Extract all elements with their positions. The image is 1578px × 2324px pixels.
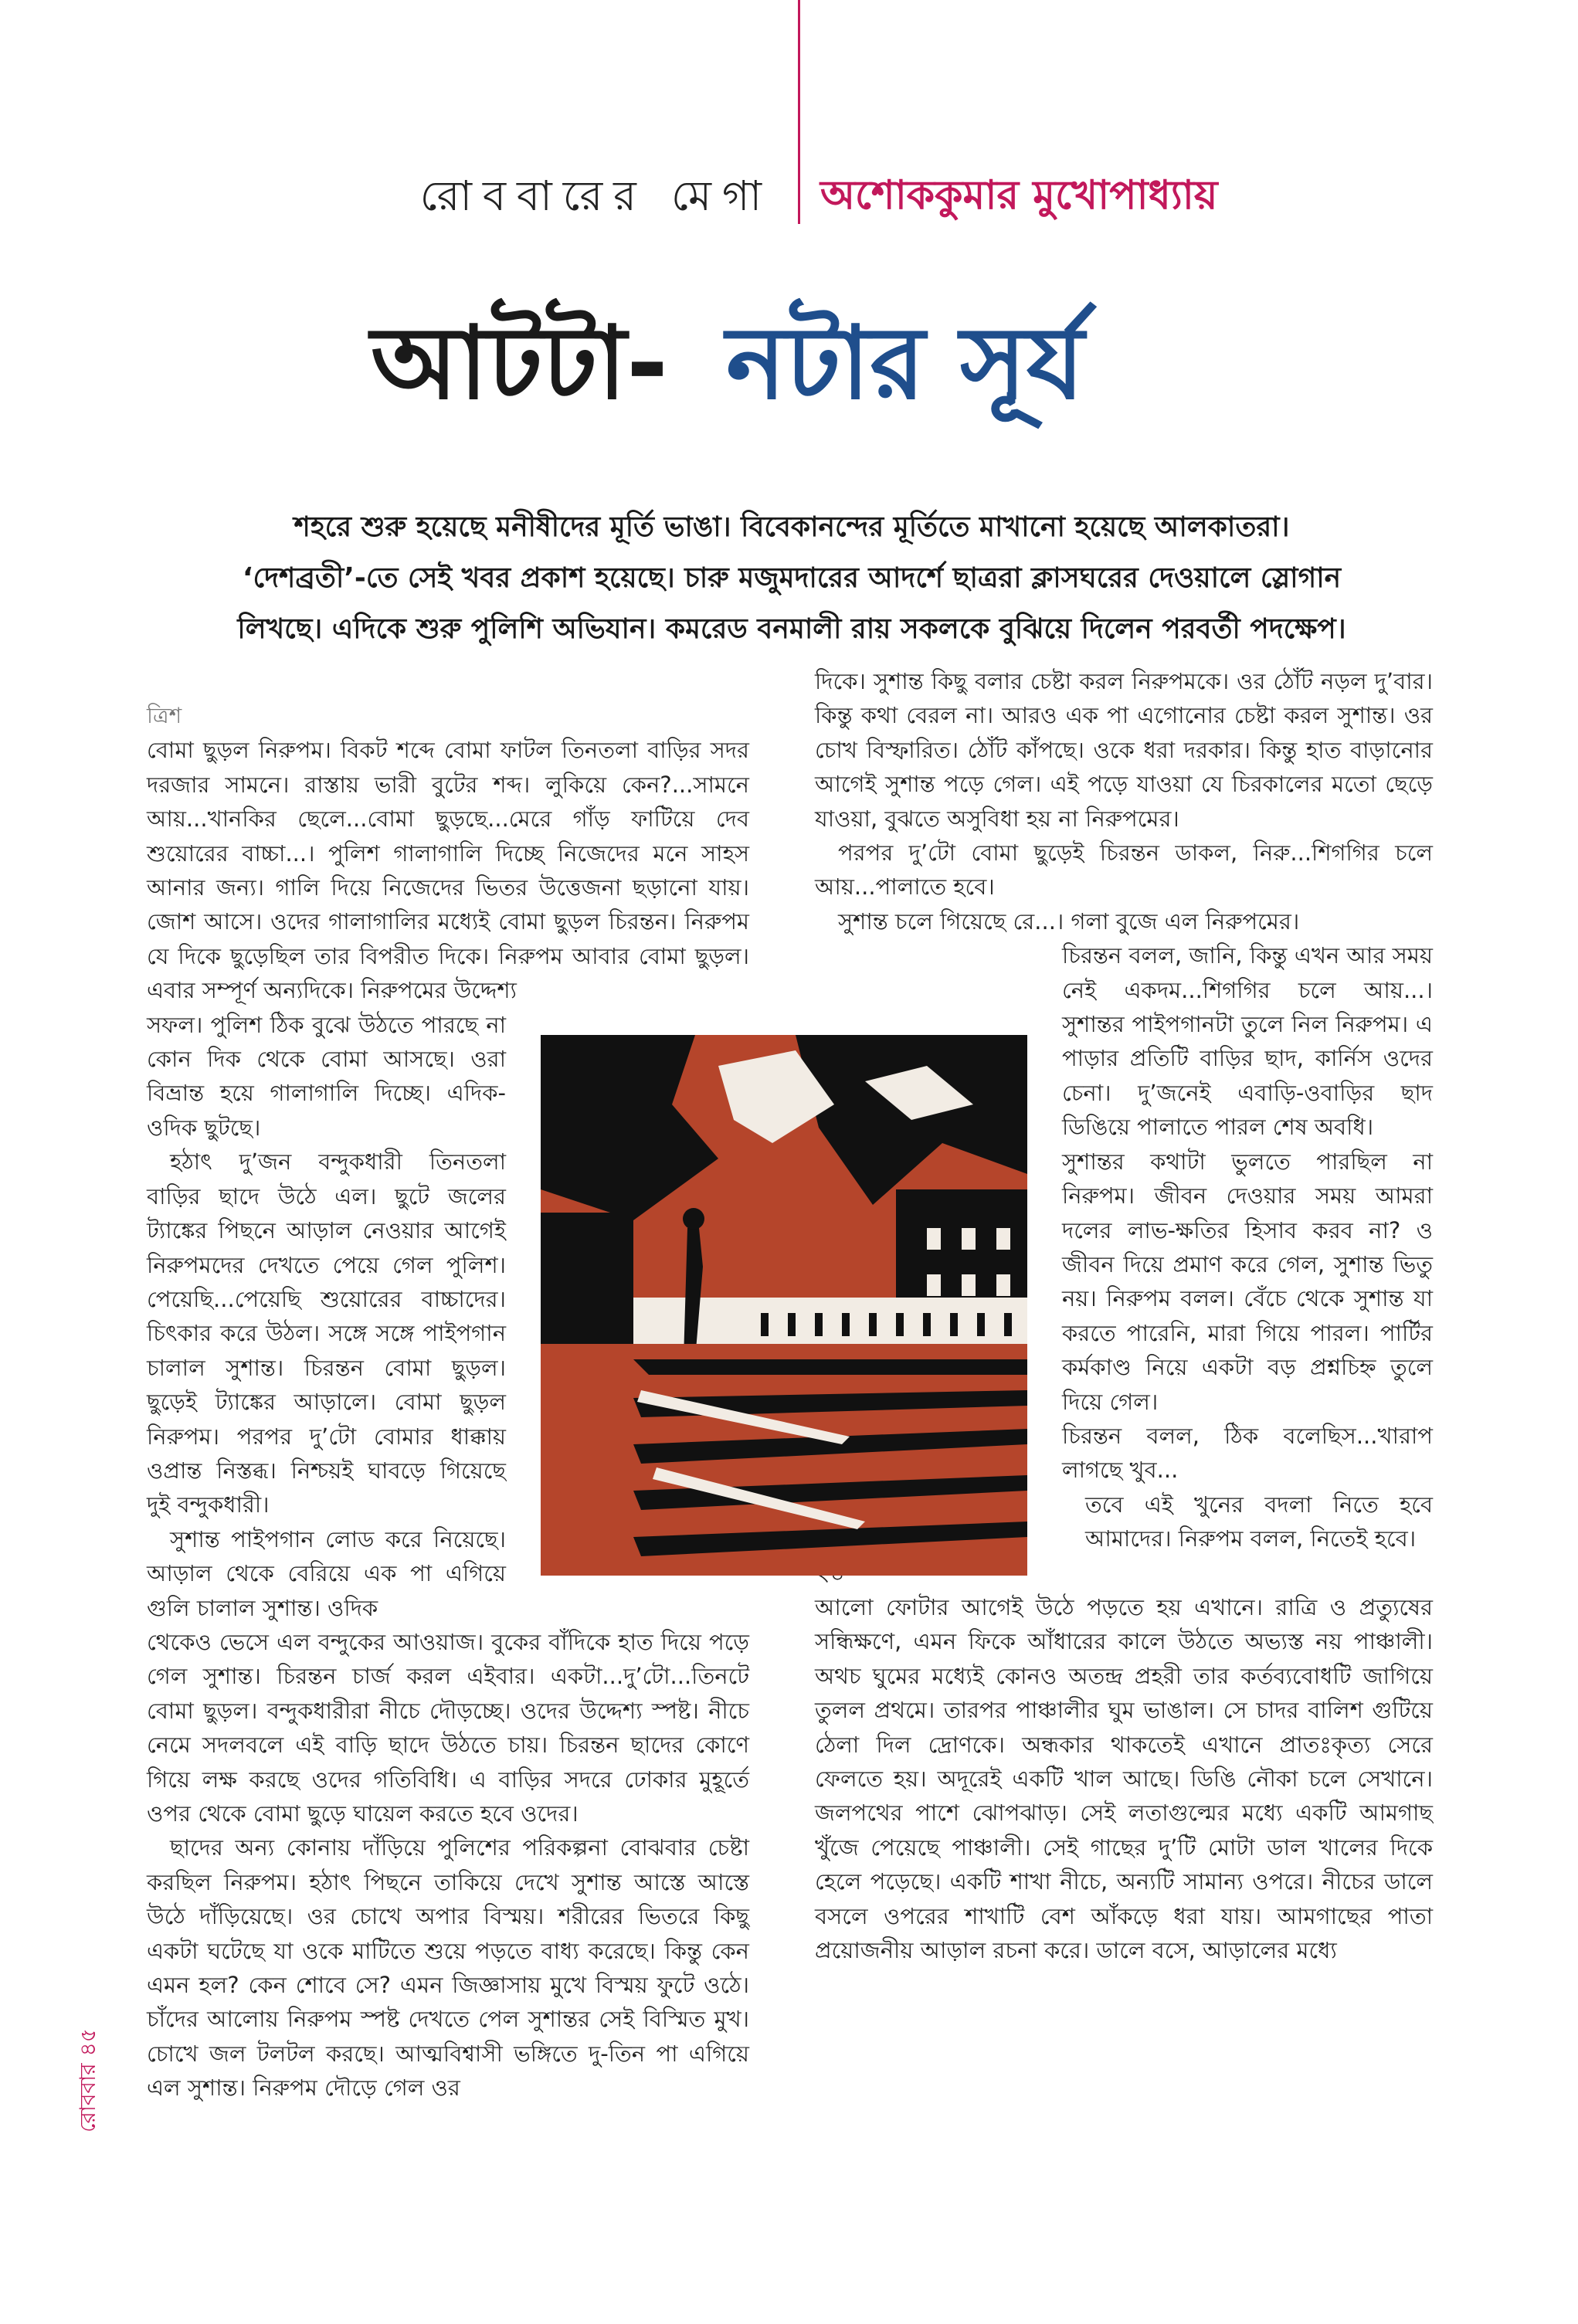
- title-part-1: আটটা-: [371, 304, 668, 422]
- paragraph: বোমা ছুড়ল নিরুপম। বিকট শব্দে বোমা ফাটল তিনতলা বাড়ির সদর দরজার সামনে। রাস্তায় ভারী বুটের শব্দ। লুকিয়ে কেন?...সামনে আয়...খানকির ছেলে...বোমা ছুড়ছে...মেরে গাঁড় ফাটিয়ে দেব শুয়োরের বাচ্চা...। পুলিশ গালাগালি দিচ্ছে নিজেদের মনে সাহস আনার জন্য। গালি দিয়ে নিজেদের ভিতর উত্তেজনা ছড়ানো যায়। জোশ আসে। ওদের গালাগালির মধ্যেই বোমা ছুড়ল চিরন্তন। নিরুপম যে দিকে ছুড়েছিল তার বিপরীত দিকে। নিরুপম আবার বোমা ছুড়ল। এবার সম্পূর্ণ অন্যদিকে। নিরুপমের উদ্দেশ্য: [147, 737, 749, 1004]
- title-part-2: নটার সূর্য: [726, 304, 1084, 422]
- paragraph: সুশান্ত পাইপগান লোড করে নিয়েছে। আড়াল থেকে বেরিয়ে এক পা এগিয়ে গুলি চালাল সুশান্ত। ওদিক: [147, 1525, 506, 1621]
- story-title: [363, 282, 1251, 436]
- intro-line: শহরে শুরু হয়েছে মনীষীদের মূর্তি ভাঙা। বিবেকানন্দের মূর্তিতে মাখানো হয়েছে আলকাতরা।: [294, 511, 1290, 543]
- header-divider: [798, 0, 800, 224]
- paragraph: পরপর দু’টো বোমা ছুড়েই চিরন্তন ডাকল, নিরু...শিগগির চলে আয়...পালাতে হবে।: [815, 840, 1433, 901]
- paragraph: তবে এই খুনের বদলা নিতে হবে আমাদের। নিরুপম বলল, নিতেই হবে।: [1085, 1491, 1433, 1552]
- paragraph: দিকে। সুশান্ত কিছু বলার চেষ্টা করল নিরুপমকে। ওর ঠোঁট নড়ল দু’বার। কিন্তু কথা বেরল না। আরও এক পা এগোনোর চেষ্টা করল সুশান্ত। ওর চোখ বিস্ফারিত। ঠোঁট কাঁপছে। ওকে ধরা দরকার। কিন্তু হাত বাড়ানোর আগেই সুশান্ত পড়ে গেল। এই পড়ে যাওয়া যে চিরকালের মতো ছেড়ে যাওয়া, বুঝতে অসুবিধা হয় না নিরুপমের।: [815, 668, 1433, 832]
- paragraph: সুশান্তর কথাটা ভুলতে পারছিল না নিরুপম। জীবন দেওয়ার সময় আমরা দলের লাভ-ক্ষতির হিসাব করব না? ও জীবন দিয়ে প্রমাণ করে গেল, সুশান্ত ভিতু নয়। নিরুপম বলল। বেঁচে থেকে সুশান্ত যা করতে পারেনি, মারা গিয়ে পারল। পার্টির কর্মকাণ্ড নিয়ে একটা বড় প্রশ্নচিহ্ন তুলে দিয়ে গেল।: [1062, 1148, 1433, 1415]
- footer-text: রোববার ৪৫: [74, 2028, 100, 2132]
- intro-line: লিখছে। এদিকে শুরু পুলিশি অভিযান। কমরেড বনমালী রায় সকলকে বুঝিয়ে দিলেন পরবর্তী পদক্ষেপ।: [237, 613, 1346, 645]
- page-footer: [74, 2016, 114, 2139]
- paragraph: চিরন্তন বলল, ঠিক বলেছিস...খারাপ লাগছে খুব...: [1062, 1422, 1433, 1484]
- series-name: রোববারের মেগা: [419, 171, 772, 220]
- paragraph: সুশান্ত চলে গিয়েছে রে...। গলা বুজে এল নিরুপমের।: [838, 908, 1300, 935]
- woodcut-illustration: [541, 1035, 1027, 1576]
- paragraph: ছাদের অন্য কোনায় দাঁড়িয়ে পুলিশের পরিকল্পনা বোঝবার চেষ্টা করছিল নিরুপম। হঠাৎ পিছনে তাকিয়ে দেখে সুশান্ত আস্তে আস্তে উঠে দাঁড়িয়েছে। ওর চোখে অপার বিস্ময়। শরীরের ভিতরে কিছু একটা ঘটেছে যা ওকে মাটিতে শুয়ে পড়তে বাধ্য করেছে। কিন্তু কেন এমন হল? কেন শোবে সে? এমন জিজ্ঞাসায় মুখে বিস্ময় ফুটে ওঠে। চাঁদের আলোয় নিরুপম স্পষ্ট দেখতে পেল সুশান্তর সেই বিস্মিত মুখ। চোখে জল টলটল করছে। আত্মবিশ্বাসী ভঙ্গিতে দু-তিন পা এগিয়ে এল সুশান্ত। নিরুপম দৌড়ে গেল ওর: [147, 1834, 749, 2102]
- chapter-label: ত্রিশ: [147, 703, 182, 728]
- paragraph: সফল। পুলিশ ঠিক বুঝে উঠতে পারছে না কোন দিক থেকে বোমা আসছে। ওরা বিভ্রান্ত হয়ে গালাগালি দিচ্ছে। এদিক-ওদিক ছুটছে।: [147, 1011, 506, 1141]
- illustration-svg: [541, 1035, 1027, 1576]
- paragraph: আলো ফোটার আগেই উঠে পড়তে হয় এখানে। রাত্রি ও প্রত্যুষের সন্ধিক্ষণে, এমন ফিকে আঁধারের কালে উঠতে অভ্যস্ত নয় পাঞ্চালী। অথচ ঘুমের মধ্যেই কোনও অতন্দ্র প্রহরী তার কর্তব্যবোধটি জাগিয়ে তুলল প্রথমে। তারপর পাঞ্চালীর ঘুম ভাঙাল। সে চাদর বালিশ গুটিয়ে ঠেলা দিল দ্রোণকে। অন্ধকার থাকতেই এখানে প্রাতঃকৃত্য সেরে ফেলতে হয়। অদূরেই একটি খাল আছে। ডিঙি নৌকা চলে সেখানে। জলপথের পাশে ঝোপঝাড়। সেই লতাগুল্মের মধ্যে একটি আমগাছ খুঁজে পেয়েছে পাঞ্চালী। সেই গাছের দু’টি মোটা ডাল খালের দিকে হেলে পড়েছে। একটি শাখা নীচে, অন্যটি সামান্য ওপরে। নীচের ডালে বসলে ওপরের শাখাটি বেশ আঁকড়ে ধরা যায়। আমগাছের পাতা প্রয়োজনীয় আড়াল রচনা করে। ডালে বসে, আড়ালের মধ্যে: [815, 1593, 1433, 1964]
- author-name: অশোককুমার মুখোপাধ্যায়: [820, 172, 1218, 219]
- paragraph: চিরন্তন বলল, জানি, কিন্তু এখন আর সময় নেই একদম...শিগগির চলে আয়...। সুশান্তর পাইপগানটা তুলে নিল নিরুপম। এ পাড়ার প্রতিটি বাড়ির ছাদ, কার্নিস ওদের চেনা। দু’জনেই এবাড়ি-ওবাড়ির ছাদ ডিঙিয়ে পালাতে পারল শেষ অবধি।: [1062, 942, 1433, 1141]
- paragraph: থেকেও ভেসে এল বন্দুকের আওয়াজ। বুকের বাঁদিকে হাত দিয়ে পড়ে গেল সুশান্ত। চিরন্তন চার্জ করল এইবার। একটা...দু’টো...তিনটে বোমা ছুড়ল। বন্দুকধারীরা নীচে দৌড়চ্ছে। ওদের উদ্দেশ্য স্পষ্ট। নীচে নেমে সদলবলে এই বাড়ি ছাদে উঠতে চায়। চিরন্তন ছাদের কোণে গিয়ে লক্ষ করছে ওদের গতিবিধি। এ বাড়ির সদরে ঢোকার মুহূর্তে ওপর থেকে বোমা ছুড়ে ঘায়েল করতে হবে ওদের।: [147, 1628, 749, 1827]
- paragraph: হঠাৎ দু’জন বন্দুকধারী তিনতলা বাড়ির ছাদে উঠে এল। ছুটে জলের ট্যাঙ্কের পিছনে আড়াল নেওয়ার আগেই নিরুপমদের দেখতে পেয়ে গেল পুলিশ। পেয়েছি...পেয়েছি শুয়োরের বাচ্চাদের। চিৎকার করে উঠল। সঙ্গে সঙ্গে পাইপগান চালাল সুশান্ত। চিরন্তন বোমা ছুড়ল। ছুড়েই ট্যাঙ্কের আড়ালে। বোমা ছুড়ল নিরুপম। পরপর দু’টো বোমার ধাক্কায় ওপ্রান্ত নিস্তব্ধ। নিশ্চয়ই ঘাবড়ে গিয়েছে দুই বন্দুকধারী।: [147, 1148, 506, 1518]
- intro-blurb: [154, 502, 1429, 655]
- intro-line: ‘দেশব্রতী’-তে সেই খবর প্রকাশ হয়েছে। চারু মজুমদারের আদর্শে ছাত্ররা ক্লাসঘরের দেওয়ালে স্লোগান: [242, 562, 1342, 594]
